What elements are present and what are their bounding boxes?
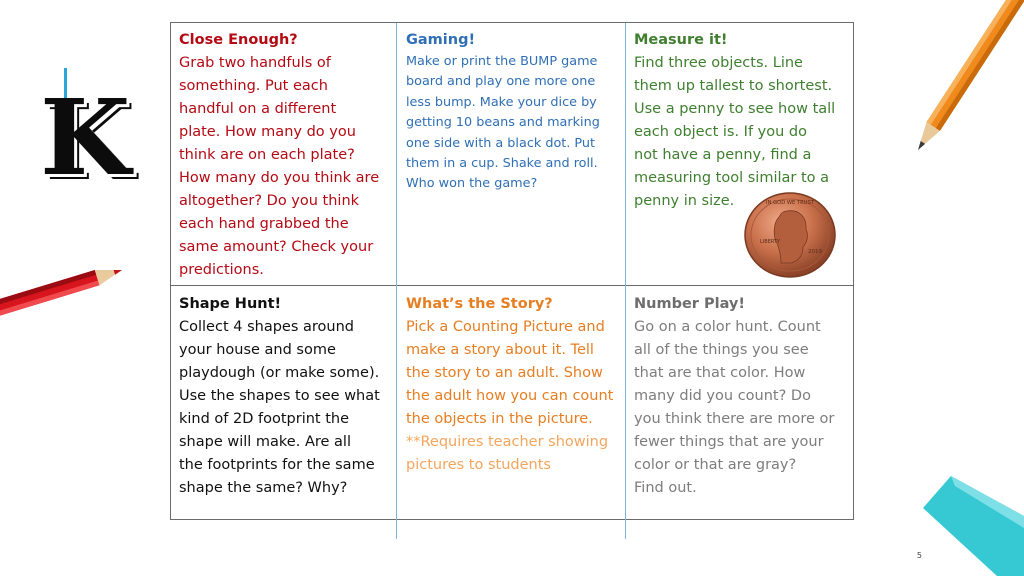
cell-shape-hunt [171,287,396,500]
cell-text: Grab two handfuls of something. Put each handful on a different plate. How many do you think are on each plate? How many do you think are altogether? Do you think each hand grabbed the same amount? Check your predictions. [179,55,380,278]
page-number: 5 [916,551,922,560]
cell-note: **Requires teacher showing pictures to students [406,434,609,473]
cell-title: Measure it! [634,32,728,48]
orange-pencil-icon [900,0,1024,160]
penny-motto: IN GOD WE TRUST [766,200,814,206]
cell-gaming [398,23,626,195]
cell-whats-the-story [398,287,626,477]
penny-year: 2019 [808,249,822,255]
cell-title: Shape Hunt! [179,296,282,312]
cell-close-enough [171,23,396,282]
cell-title: Close Enough? [179,32,298,48]
cell-text: Collect 4 shapes around your house and some playdough (or make some). Use the shapes to see what kind of 2D footprint the shape will make. Are all the footprints for the same shape the same? Why? [179,319,380,496]
cell-title: What’s the Story? [406,296,553,312]
cell-measure-it [626,23,854,213]
red-pencil-icon [0,240,130,320]
cell-text: Make or print the BUMP game board and play one more one less bump. Make your dice by getting 10 beans and marking one side with a black dot. Put them in a cup. Shake and roll. Who won the game? [406,54,600,192]
penny-liberty: LIBERTY [760,239,781,245]
penny-icon [743,191,837,279]
grade-letter: K [40,76,131,199]
cell-number-play [626,287,854,500]
cell-text: Pick a Counting Picture and make a story about it. Tell the story to an adult. Show the adult how you can count the objects in the picture. [406,319,614,427]
row-divider [171,285,853,286]
column-divider [396,23,397,539]
teal-corner-shape [915,476,1024,576]
cell-title: Number Play! [634,296,745,312]
cell-text: Find three objects. Line them up tallest to shortest. Use a penny to see how tall each object is. If you do not have a penny, find a measuring tool similar to a penny in size. [634,55,836,209]
cell-title: Gaming! [406,32,476,48]
cell-text: Go on a color hunt. Count all of the things you see that are that color. How many did you count? Do you think there are more or fewer things that are your color or that are gray? Find out. [634,319,835,496]
